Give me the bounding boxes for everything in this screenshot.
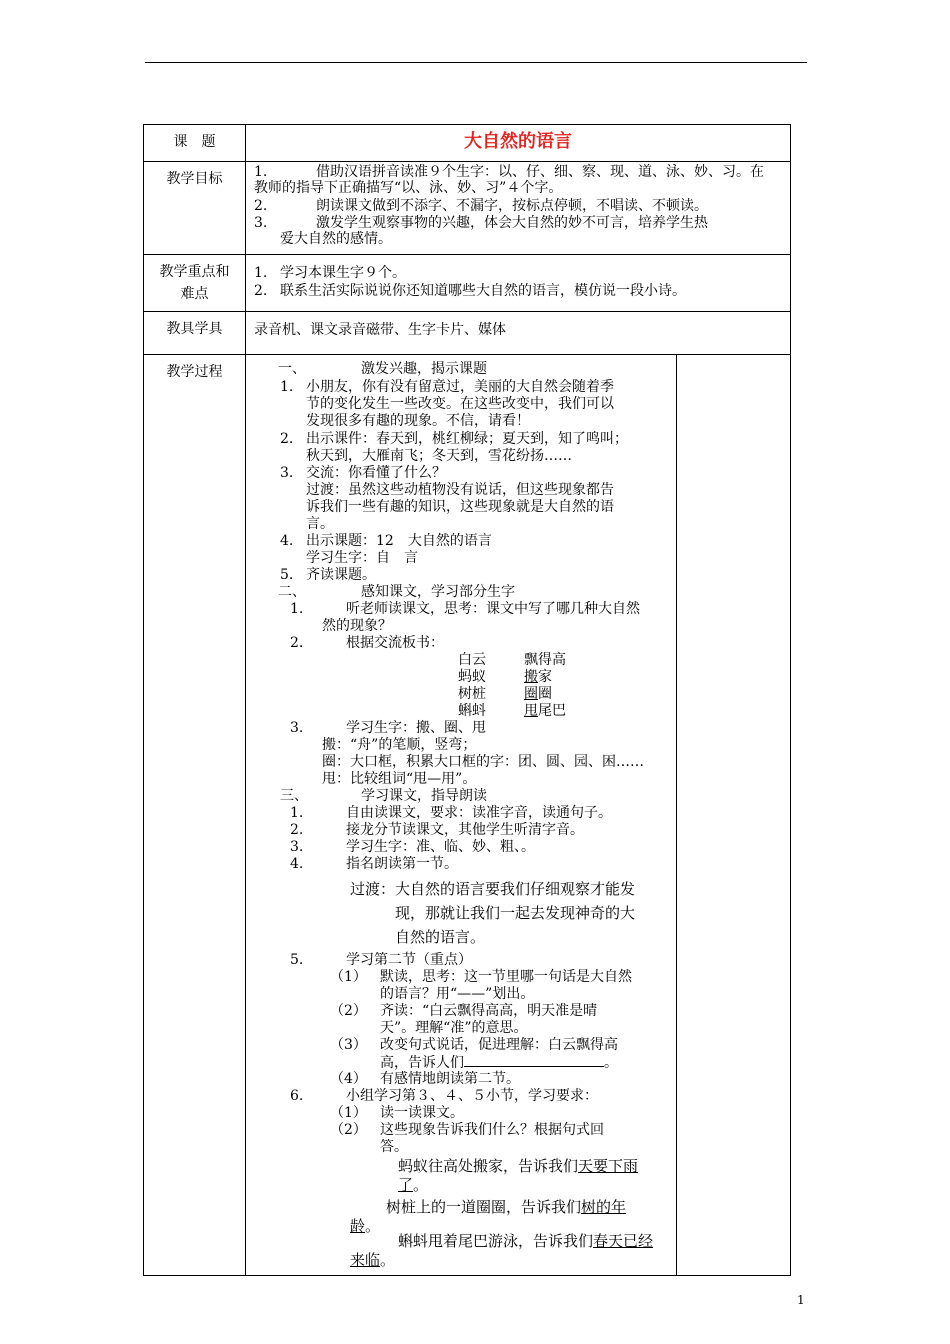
- section-2-title: 感知课文，学习部分生字: [361, 584, 515, 600]
- s3-sub-2-text: 齐读：“白云飘得高高，明天准是晴: [380, 1003, 598, 1019]
- s1-item-4-text-2: 学习生字：自 言: [306, 550, 418, 566]
- goals-row: [144, 162, 791, 255]
- s3-item-6-num: 6.: [290, 1088, 304, 1104]
- board-right-4-rest: 尾巴: [538, 703, 566, 719]
- board-right-2-rest: 家: [538, 669, 552, 685]
- s3-sub-1-text-2: 的语言？用“——”划出。: [380, 986, 535, 1002]
- key-points-row: [144, 255, 791, 312]
- s1-item-1-num: 1.: [280, 379, 294, 395]
- section-3-title: 学习课文，指导朗读: [361, 788, 487, 804]
- board-left-2: 蚂蚁: [458, 669, 486, 685]
- s1-item-3-num: 3.: [280, 465, 294, 481]
- s3-sub-1-num: （1）: [330, 969, 367, 985]
- key-label-line2: 难点: [180, 286, 209, 302]
- s3-sub-4-num: （4）: [330, 1071, 367, 1087]
- s1-item-1-text-3: 发现很多有趣的现象。不信，请看！: [306, 413, 530, 429]
- s3-sub-4-text: 有感情地朗读第二节。: [380, 1071, 520, 1087]
- s3-sub-2-num: （2）: [330, 1003, 367, 1019]
- s3-sub-6-2-num: （2）: [330, 1122, 367, 1138]
- s1-item-5-num: 5.: [280, 567, 294, 583]
- board-right-2: [524, 669, 552, 685]
- s2-item-1-text-2: 然的现象？: [322, 618, 392, 634]
- answer-3-cont: [350, 1252, 395, 1268]
- goal-3-text: 激发学生观察事物的兴趣，体会大自然的妙不可言，培养学生热: [316, 215, 708, 231]
- fill-in-blank: [464, 1054, 604, 1067]
- answer-2-underlined: 树的年: [581, 1198, 627, 1216]
- s3-item-3-text: 学习生字：准、临、妙、粗、。: [346, 839, 535, 855]
- title-label: 课 题: [144, 125, 246, 162]
- s2-item-1-text: 听老师读课文，思考：课文中写了哪几种大自然: [346, 601, 640, 617]
- s3-item-4-text: 指名朗读第一节。: [346, 856, 458, 872]
- key-2-text: 联系生活实际说说你还知道哪些大自然的语言，模仿说一段小诗。: [280, 283, 686, 299]
- goal-3-text-cont: 爱大自然的感情。: [280, 231, 392, 247]
- process-label: 教学过程: [144, 355, 246, 1276]
- s2-item-1-num: 1.: [290, 601, 304, 617]
- board-right-3-underlined: 圈: [524, 686, 538, 702]
- page-number: 1: [797, 1293, 805, 1307]
- lesson-plan-table: [143, 124, 791, 1276]
- s2-item-3-text: 学习生字：搬、圈、甩: [346, 720, 486, 736]
- goal-2-text: 朗读课文做到不添字、不漏字，按标点停顿，不唱读、不顿读。: [316, 198, 708, 214]
- answer-3-end: 。: [380, 1251, 396, 1269]
- s2-item-3-num: 3.: [290, 720, 304, 736]
- s3-item-2-text: 接龙分节读课文，其他学生听清字音。: [346, 822, 584, 838]
- s3-item-3-num: 3.: [290, 839, 304, 855]
- s3-sub-3-text: 改变句式说话，促进理解：白云飘得高: [380, 1037, 618, 1053]
- answer-2-underlined-2: 龄: [350, 1217, 366, 1235]
- lesson-title: 大自然的语言: [246, 125, 791, 162]
- header-rule: [145, 62, 807, 63]
- s2-item-3-text-3: 圈：大口框，积累大口框的字：团、圆、园、困……: [322, 754, 644, 770]
- answer-1-prefix: 蚂蚁往高处搬家，告诉我们: [398, 1157, 579, 1175]
- s3-sub-3-text-2: [380, 1054, 618, 1071]
- board-right-3: [524, 686, 552, 702]
- s2-item-3-text-2: 搬：“舟”的笔顺，竖弯；: [322, 737, 477, 753]
- s3-sub-3-num: （3）: [330, 1037, 367, 1053]
- board-right-3-rest: 圈: [538, 686, 552, 702]
- board-left-4: 蝌蚪: [458, 703, 486, 719]
- answer-3: [398, 1233, 653, 1249]
- s3-item-1-num: 1.: [290, 805, 304, 821]
- goal-1-num: 1.: [254, 164, 268, 180]
- process-cell: [246, 355, 677, 1276]
- answer-2-end: 。: [365, 1217, 381, 1235]
- s1-item-4-text: 出示课题：12 大自然的语言: [306, 533, 492, 549]
- s1-item-4-num: 4.: [280, 533, 294, 549]
- board-right-4: [524, 703, 566, 719]
- s2-item-2-num: 2.: [290, 635, 304, 651]
- s3-item-4-num: 4.: [290, 856, 304, 872]
- s3-sub-6-1-text: 读一读课文。: [380, 1105, 464, 1121]
- key-points-cell: [246, 255, 791, 312]
- s2-item-2-text: 根据交流板书：: [346, 635, 444, 651]
- s3-item-2-num: 2.: [290, 822, 304, 838]
- transition-text-3: 自然的语言。: [395, 928, 486, 946]
- board-left-1: 白云: [458, 652, 486, 668]
- s1-item-2-num: 2.: [280, 431, 294, 447]
- section-2-num: 二、: [278, 584, 306, 600]
- s2-item-3-text-4: 甩：比较组词“甩—用”。: [322, 771, 477, 787]
- board-left-3: 树桩: [458, 686, 486, 702]
- s3-sub-6-1-num: （1）: [330, 1105, 367, 1121]
- section-1-num: 一、: [278, 361, 306, 377]
- title-row: [144, 125, 791, 162]
- board-right-4-underlined: 甩: [524, 703, 538, 719]
- tools-label: 教具学具: [144, 312, 246, 355]
- notes-column: [677, 355, 791, 1276]
- tools-text: 录音机、课文录音磁带、生字卡片、媒体: [254, 322, 506, 338]
- answer-3-underlined: 春天已经: [593, 1232, 654, 1250]
- key-1-num: 1.: [254, 265, 268, 281]
- goals-label: 教学目标: [144, 162, 246, 255]
- s1-item-3-text-4: 言。: [306, 516, 334, 532]
- answer-1-cont: [398, 1177, 428, 1193]
- answer-2: [386, 1199, 626, 1215]
- s3-item-5-num: 5.: [290, 952, 304, 968]
- tools-row: [144, 312, 791, 355]
- key-label-line1: 教学重点和: [159, 264, 230, 280]
- answer-3-prefix: 蝌蚪甩着尾巴游泳，告诉我们: [398, 1232, 594, 1250]
- s3-sub-6-2-text: 这些现象告诉我们什么？根据句式回: [380, 1122, 604, 1138]
- key-2-num: 2.: [254, 283, 268, 299]
- board-right-2-underlined: 搬: [524, 669, 538, 685]
- goals-cell: [246, 162, 791, 255]
- answer-1-end: 。: [413, 1176, 429, 1194]
- s1-item-3-text-2: 过渡：虽然这些动植物没有说话，但这些现象都告: [306, 482, 614, 498]
- answer-1-underlined-2: 了: [398, 1176, 414, 1194]
- key-points-label: [144, 255, 246, 312]
- s3-sub-6-2-text-2: 答。: [380, 1139, 408, 1155]
- key-1-text: 学习本课生字９个。: [280, 265, 406, 281]
- goal-1-text: 借助汉语拼音读准９个生字：以、仔、细、察、现、道、泳、妙、习。在: [316, 164, 764, 180]
- s1-item-5-text: 齐读课题。: [306, 567, 376, 583]
- goal-1-text-cont: 教师的指导下正确描写“以、泳、妙、习”４个字。: [254, 180, 563, 196]
- board-right-1: 飘得高: [524, 652, 566, 668]
- goal-3-num: 3.: [254, 215, 268, 231]
- s3-sub-2-text-2: 天”。理解“准”的意思。: [380, 1020, 528, 1036]
- transition-text-2: 现，那就让我们一起去发现神奇的大: [395, 904, 636, 922]
- tools-cell: [246, 312, 791, 355]
- s1-item-1-text: 小朋友，你有没有留意过，美丽的大自然会随着季: [306, 379, 614, 395]
- section-3-num: 三、: [280, 788, 308, 804]
- goal-2-num: 2.: [254, 198, 268, 214]
- s1-item-2-text: 出示课件：春天到，桃红柳绿；夏天到，知了鸣叫；: [306, 431, 628, 447]
- s1-item-3-text: 交流：你看懂了什么？: [306, 465, 446, 481]
- s1-item-2-text-2: 秋天到，大雁南飞；冬天到，雪花纷扬……: [306, 448, 572, 464]
- answer-3-underlined-2: 来临: [350, 1251, 381, 1269]
- s3-sub-1-text: 默读，思考：这一节里哪一句话是大自然: [380, 969, 632, 985]
- section-1-title: 激发兴趣，揭示课题: [361, 361, 487, 377]
- s3-sub-3-text-2a: 高，告诉人们: [380, 1055, 464, 1071]
- answer-1: [398, 1158, 638, 1174]
- s3-item-5-text: 学习第二节（重点）: [346, 952, 472, 968]
- s1-item-1-text-2: 节的变化发生一些改变。在这些改变中，我们可以: [306, 396, 614, 412]
- answer-2-cont: [350, 1218, 380, 1234]
- process-row: [144, 355, 791, 1276]
- s3-sub-3-text-2b: 。: [604, 1055, 618, 1071]
- s3-item-6-text: 小组学习第３、４、５小节，学习要求：: [346, 1088, 598, 1104]
- transition-text: 过渡：大自然的语言要我们仔细观察才能发: [350, 880, 636, 898]
- answer-1-underlined: 天要下雨: [578, 1157, 639, 1175]
- s3-item-1-text: 自由读课文，要求：读准字音，读通句子。: [346, 805, 612, 821]
- s1-item-3-text-3: 诉我们一些有趣的知识，这些现象就是大自然的语: [306, 499, 614, 515]
- answer-2-prefix: 树桩上的一道圈圈，告诉我们: [386, 1198, 582, 1216]
